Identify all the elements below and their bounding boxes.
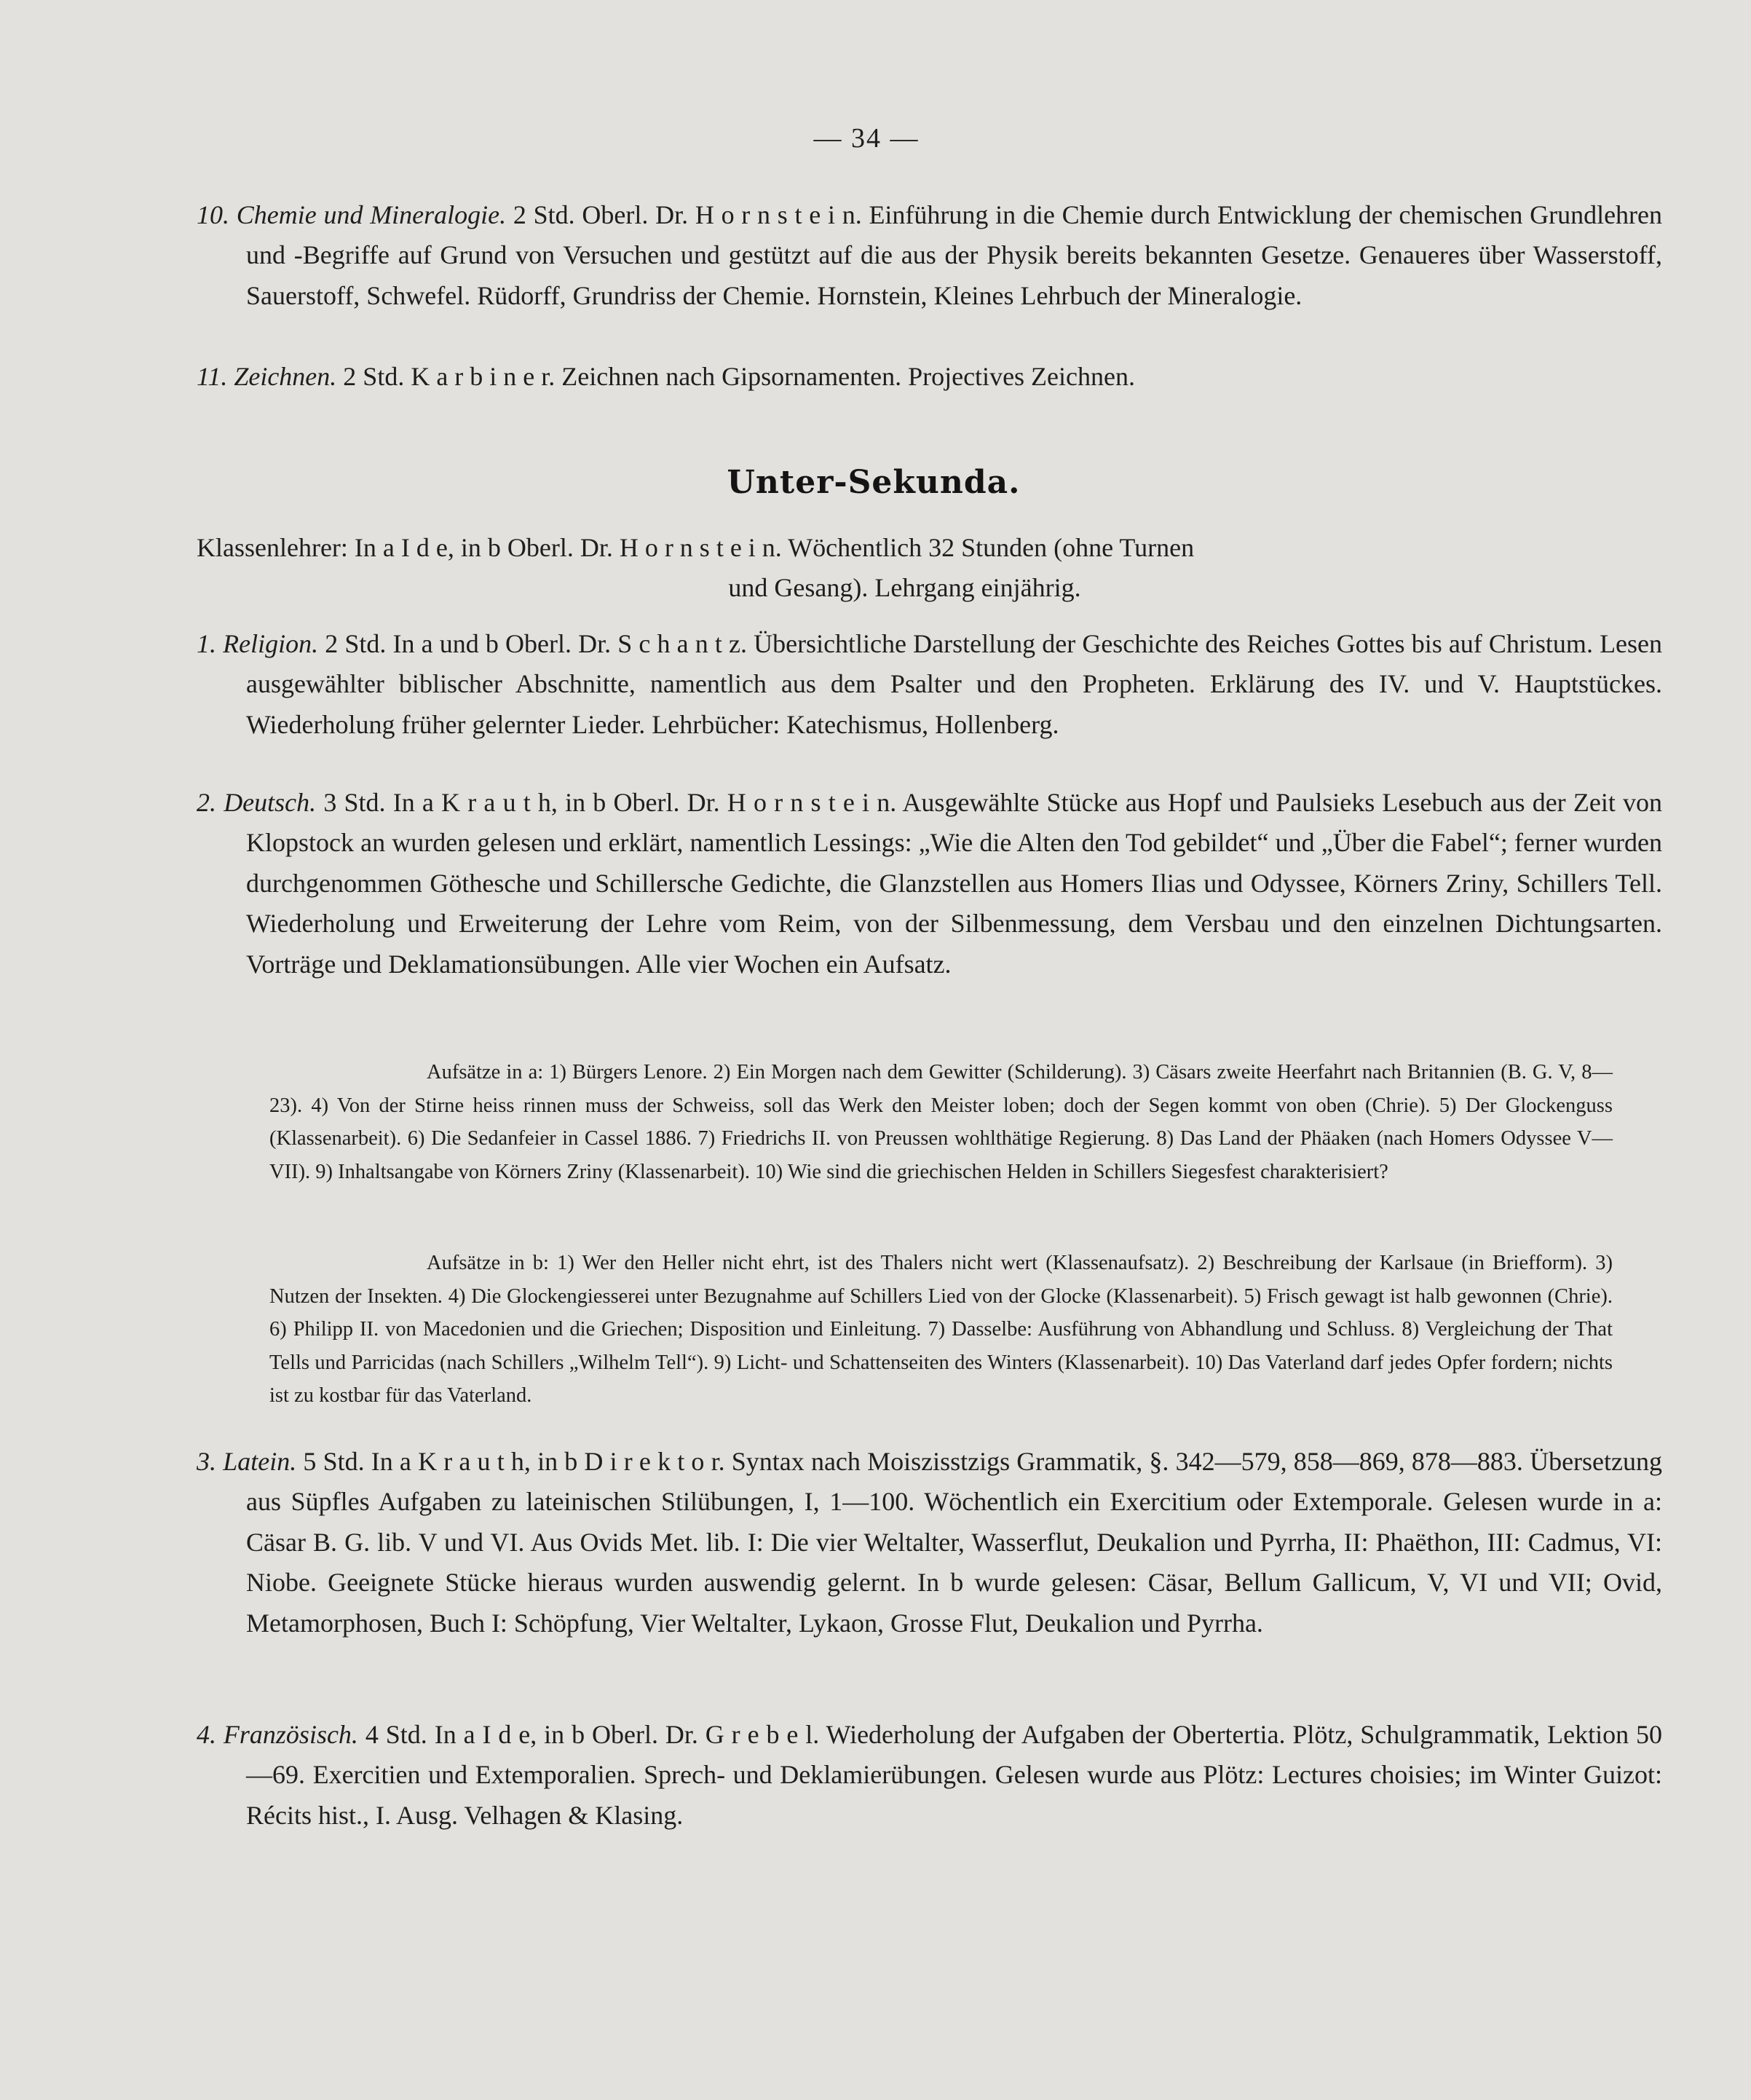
subject-text: 3 Std. In a K r a u t h, in b Oberl. Dr. H o r n s t e i n. Ausgewählte Stücke aus Hopf und Paulsieks Lesebuch aus der Zeit von Klopstock an wurden gelesen und erklärt, namentlich Lessings: „Wie die Alten den Tod gebildet“ und „Über die Fabel“; ferner wurden durchgenommen Göthesche und Schillersche Gedichte, die Glanzstellen aus Homers Ilias und Odyssee, Körners Zriny, Schillers Tell. Wiederholung und Erweiterung der Lehre vom Reim, von der Silbenmessung, dem Versbau und den einzelnen Dichtungsarten. Vorträge und Deklamationsübungen. Alle vier Wochen ein Aufsatz. (246, 788, 1663, 979)
section-latein (197, 1442, 1662, 1643)
subject-title: Latein. (223, 1447, 297, 1476)
section-chemie (197, 195, 1662, 316)
subject-text: 5 Std. In a K r a u t h, in b D i r e k t o r. Syntax nach Moiszisstzigs Grammatik, §. 342—579, 858—869, 878—883. Übersetzung aus Süpfles Aufgaben zu lateinischen Stilübungen, I, 1—100. Wöchentlich ein Exercitium oder Extemporale. Gelesen wurde in a: Cäsar B. G. lib. V und VI. Aus Ovids Met. lib. I: Die vier Weltalter, Wasserflut, Deukalion und Pyrrha, II: Phaëthon, III: Cadmus, VI: Niobe. Geeignete Stücke hieraus wurden auswendig gelernt. In b wurde gelesen: Cäsar, Bellum Gallicum, V, VI und VII; Ovid, Metamorphosen, Buch I: Schöpfung, Vier Weltalter, Lykaon, Grosse Flut, Deukalion und Pyrrha. (246, 1447, 1663, 1638)
subject-text: 2 Std. K a r b i n e r. Zeichnen nach Gipsornamenten. Projectives Zeichnen. (343, 362, 1135, 391)
section-franzoesisch (197, 1715, 1662, 1836)
subject-title: Religion. (223, 629, 319, 658)
subject-title: Deutsch. (224, 788, 317, 817)
section-title: Unter-Sekunda. (727, 464, 1021, 501)
aufsaetze-b: Aufsätze in b: 1) Wer den Heller nicht ehrt, ist des Thalers nicht wert (Klassenaufsatz). 2) Beschreibung der Karlsaue (in Briefform). 3) Nutzen der Insekten. 4) Die Glockengiesserei unter Bezugnahme auf Schillers Lied von der Glocke (Klassenarbeit). 5) Frisch gewagt ist halb gewonnen (Chrie). 6) Philipp II. von Macedonien und die Griechen; Disposition und Einleitung. 7) Dasselbe: Ausführung von Abhandlung und Schluss. 8) Vergleichung der That Tells und Parricidas (nach Schillers „Wilhelm Tell“). 9) Licht- und Schattenseiten des Winters (Klassenarbeit). 10) Das Vaterland darf jedes Opfer fordern; nichts ist zu kostbar für das Vaterland. (269, 1252, 1613, 1408)
klassenlehrer-text: In a I d e, in b Oberl. Dr. H o r n s t e i n. Wöchentlich 32 Stunden (ohne Turnen (354, 533, 1195, 562)
klassenlehrer-line-2: und Gesang). Lehrgang einjährig. (728, 573, 1081, 602)
item-number: 11. (197, 362, 228, 391)
item-number: 3. (197, 1447, 216, 1476)
subject-text: 4 Std. In a I d e, in b Oberl. Dr. G r e b e l. Wiederholung der Aufgaben der Obertertia. Plötz, Schulgrammatik, Lektion 50—69. Exercitien und Extemporalien. Sprech- und Deklamierübungen. Gelesen wurde aus Plötz: Lectures choisies; im Winter Guizot: Récits hist., I. Ausg. Velhagen & Klasing. (246, 1720, 1663, 1830)
section-religion (197, 624, 1662, 745)
klassenlehrer-label: Klassenlehrer: (197, 533, 348, 562)
item-number: 4. (197, 1720, 216, 1749)
subject-title: Chemie und Mineralogie. (236, 200, 507, 229)
subject-text: 2 Std. Oberl. Dr. H o r n s t e i n. Einführung in die Chemie durch Entwicklung der chemischen Grundlehren und -Begriffe auf Grund von Versuchen und gestützt auf die aus der Physik bereits bekannten Gesetze. Genaueres über Wasserstoff, Sauerstoff, Schwefel. Rüdorff, Grundriss der Chemie. Hornstein, Kleines Lehrbuch der Mineralogie. (246, 200, 1663, 310)
item-number: 1. (197, 629, 216, 658)
aufsaetze-a: Aufsätze in a: 1) Bürgers Lenore. 2) Ein Morgen nach dem Gewitter (Schilderung). 3) Cäsars zweite Heerfahrt nach Britannien (B. G. V, 8—23). 4) Von der Stirne heiss rinnen muss der Schweiss, soll das Werk den Meister loben; doch der Segen kommt von oben (Chrie). 5) Der Glockenguss (Klassenarbeit). 6) Die Sedanfeier in Cassel 1886. 7) Friedrichs II. von Preussen wohlthätige Regierung. 8) Das Land der Phäaken (nach Homers Odyssee V—VII). 9) Inhaltsangabe von Körners Zriny (Klassenarbeit). 10) Wie sind die griechischen Helden in Schillers Siegesfest charakterisiert? (269, 1061, 1613, 1183)
page-number: — 34 — (813, 123, 920, 154)
item-number: 10. (197, 200, 229, 229)
subject-title: Französisch. (223, 1720, 358, 1749)
item-number: 2. (197, 788, 216, 817)
section-deutsch (197, 783, 1662, 984)
section-zeichnen (197, 357, 1613, 397)
klassenlehrer-line (197, 528, 1613, 568)
subject-text: 2 Std. In a und b Oberl. Dr. S c h a n t z. Übersichtliche Darstellung der Geschichte des Reiches Gottes bis auf Christum. Lesen ausgewählter biblischer Abschnitte, namentlich aus dem Psalter und den Propheten. Erklärung des IV. und V. Hauptstückes. Wiederholung früher gelernter Lieder. Lehrbücher: Katechismus, Hollenberg. (246, 629, 1663, 739)
subject-title: Zeichnen. (234, 362, 337, 391)
